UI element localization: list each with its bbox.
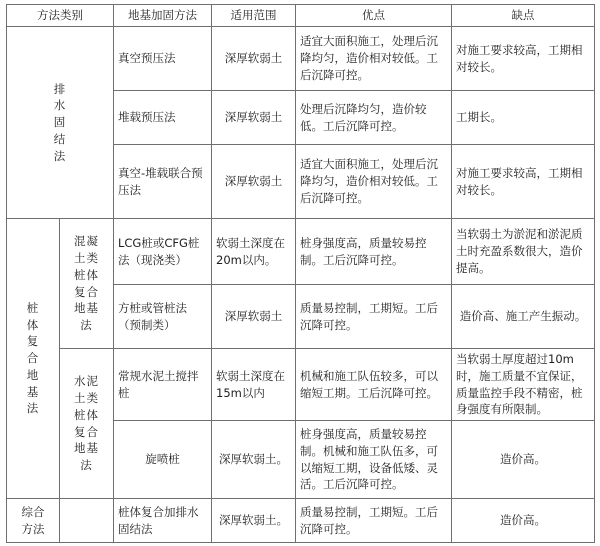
method-cell: 堆载预压法 xyxy=(114,91,212,145)
group-pile xyxy=(7,219,60,499)
scope-cell: 深厚软弱土。 xyxy=(212,421,296,499)
method-cell: 旋喷桩 xyxy=(114,421,212,499)
table-row xyxy=(7,349,595,421)
scope-cell: 深厚软弱土 xyxy=(212,285,296,349)
header-row xyxy=(7,5,595,27)
scope-cell: 深厚软弱土。 xyxy=(212,499,296,543)
advantages-cell: 机械和施工队伍较多，可以缩短工期。工后沉降可控。 xyxy=(296,349,452,421)
group-combined xyxy=(7,499,60,543)
disadvantages-cell: 当软弱土厚度超过10m时，施工质量不宜保证，质量监控手段不精密，桩身强度有所限制。 xyxy=(452,349,595,421)
header-disadvantages: 缺点 xyxy=(452,5,595,27)
group-pile-concrete xyxy=(60,219,114,349)
group-pile-cement xyxy=(60,349,114,499)
header-advantages: 优点 xyxy=(296,5,452,27)
method-cell: LCG桩或CFG桩法（现浇类） xyxy=(114,219,212,285)
scope-cell: 软弱土深度在20m以内。 xyxy=(212,219,296,285)
advantages-cell: 桩身强度高，质量较易控制。机械和施工队伍多，可以缩短工期，设备低矮、灵活。工后沉降可控。 xyxy=(296,421,452,499)
table-row xyxy=(7,219,595,285)
group-drainage xyxy=(7,27,114,219)
advantages-cell: 适宜大面积施工，处理后沉降均匀，造价相对较低。工后沉降可控。 xyxy=(296,27,452,91)
table-row xyxy=(7,27,595,91)
group-pile-cement-label: 水泥土类桩体复合地基法 xyxy=(74,374,99,472)
group-combined-label: 综合方法 xyxy=(21,504,45,536)
disadvantages-cell: 造价高。 xyxy=(452,499,595,543)
method-cell: 常规水泥土搅拌桩 xyxy=(114,349,212,421)
scope-cell: 深厚软弱土 xyxy=(212,91,296,145)
header-category: 方法类别 xyxy=(7,5,114,27)
scope-cell: 深厚软弱土 xyxy=(212,145,296,219)
method-cell: 真空预压法 xyxy=(114,27,212,91)
disadvantages-cell: 当软弱土为淤泥和淤泥质土时充盈系数很大，造价提高。 xyxy=(452,219,595,285)
group-drainage-label: 排水固结法 xyxy=(53,81,67,163)
foundation-methods-table xyxy=(6,4,595,543)
table-row xyxy=(7,499,595,543)
method-cell: 真空-堆载联合预压法 xyxy=(114,145,212,219)
advantages-cell: 适宜大面积施工，处理后沉降均匀，造价相对较低。工后沉降可控。 xyxy=(296,145,452,219)
header-scope: 适用范围 xyxy=(212,5,296,27)
method-cell: 方桩或管桩法（预制类） xyxy=(114,285,212,349)
advantages-cell: 处理后沉降均匀，造价较低。工后沉降可控。 xyxy=(296,91,452,145)
group-pile-label: 桩体复合地基法 xyxy=(26,301,40,416)
disadvantages-cell: 对施工要求较高，工期相对较长。 xyxy=(452,27,595,91)
scope-cell: 深厚软弱土 xyxy=(212,27,296,91)
method-cell: 桩体复合加排水固结法 xyxy=(114,499,212,543)
group-pile-concrete-label: 混凝土类桩体复合地基法 xyxy=(74,234,99,332)
scope-cell: 软弱土深度在15m以内 xyxy=(212,349,296,421)
advantages-cell: 质量易控制，工期短。工后沉降可控。 xyxy=(296,499,452,543)
disadvantages-cell: 造价高。 xyxy=(452,421,595,499)
advantages-cell: 质量易控制，工期短。工后沉降可控。 xyxy=(296,285,452,349)
advantages-cell: 桩身强度高，质量较易控制。工后沉降可控。 xyxy=(296,219,452,285)
disadvantages-cell: 对施工要求较高，工期相对较长。 xyxy=(452,145,595,219)
header-method: 地基加固方法 xyxy=(114,5,212,27)
disadvantages-cell: 造价高、施工产生振动。 xyxy=(452,285,595,349)
empty-cell xyxy=(60,499,114,543)
disadvantages-cell: 工期长。 xyxy=(452,91,595,145)
